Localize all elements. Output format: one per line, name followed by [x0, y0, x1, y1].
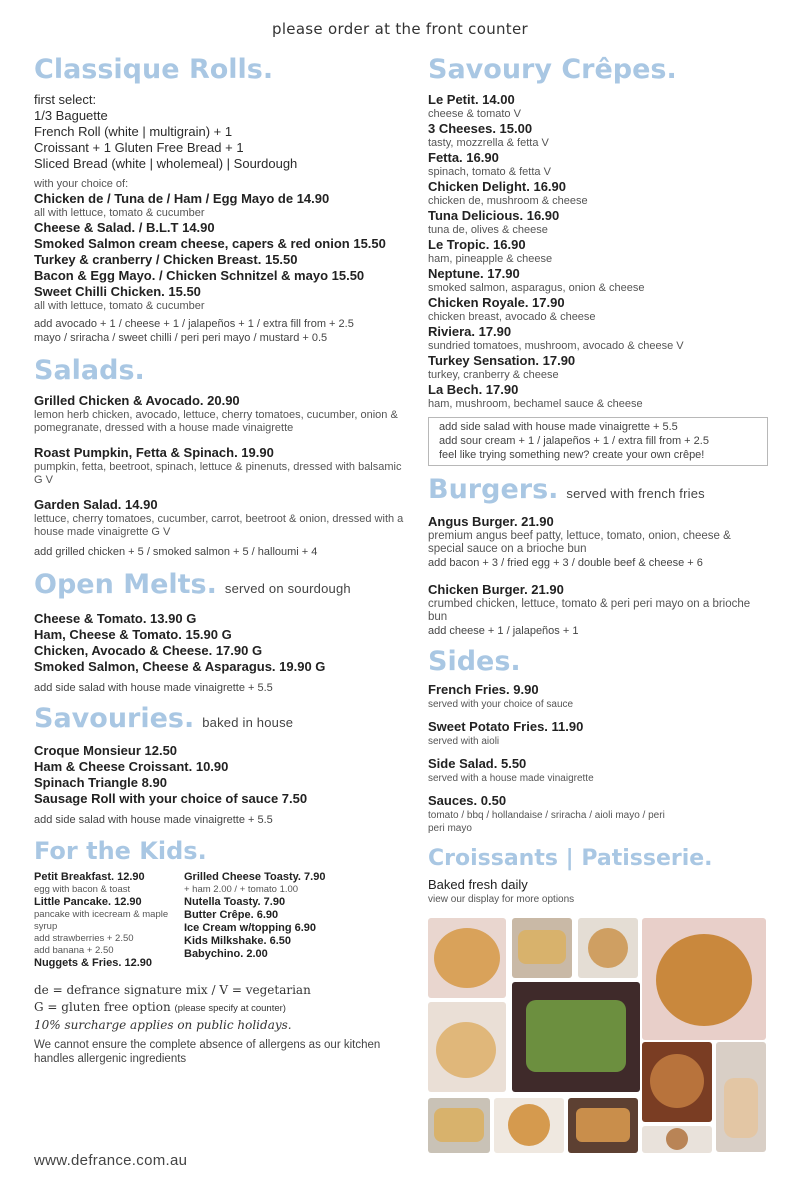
- bread-option: 1/3 Baguette: [34, 108, 108, 123]
- burger-add: add cheese + 1 / jalapeños + 1: [428, 625, 579, 637]
- kids-item-desc: add banana + 2.50: [34, 945, 114, 956]
- burger-item: Angus Burger. 21.90: [428, 514, 554, 529]
- crepe-desc: ham, mushroom, bechamel sauce & cheese: [428, 398, 643, 410]
- roll-filling: Bacon & Egg Mayo. / Chicken Schnitzel & mayo 15.50: [34, 268, 365, 283]
- roll-filling-desc: all with lettuce, tomato & cucumber: [34, 300, 205, 312]
- burgers-title-text: Burgers.: [428, 474, 559, 505]
- melts-add: add side salad with house made vinaigrette + 5.5: [34, 682, 273, 694]
- legend-gf-note: (please specify at counter): [174, 1003, 286, 1014]
- roll-filling: Smoked Salmon cream cheese, capers & red onion 15.50: [34, 236, 386, 251]
- roll-filling: Sweet Chilli Chicken. 15.50: [34, 284, 201, 299]
- patisserie-title: Croissants | Patisserie.: [428, 846, 713, 871]
- coffee-photo: [642, 1126, 712, 1153]
- crepes-extra-line: feel like trying something new? create your own crêpe!: [439, 449, 705, 461]
- salad-desc: pumpkin, fetta, beetroot, spinach, lettuce & pinenuts, dressed with balsamic G V: [34, 461, 402, 486]
- banana-crepe-photo: [642, 918, 766, 1040]
- melts-title-text: Open Melts.: [34, 569, 217, 600]
- kids-item: Nutella Toasty. 7.90: [184, 896, 286, 908]
- burger-desc: crumbed chicken, lettuce, tomato & peri peri mayo on a brioche bun: [428, 598, 751, 623]
- right-column: [428, 54, 768, 906]
- crepe-desc: chicken breast, avocado & cheese: [428, 311, 596, 323]
- bread-option: Croissant + 1 Gluten Free Bread + 1: [34, 140, 244, 155]
- kids-column-2: [184, 871, 384, 970]
- legend-surcharge: 10% surcharge applies on public holidays.: [34, 1018, 292, 1032]
- salad-item: Grilled Chicken & Avocado. 20.90: [34, 393, 240, 408]
- salads-add: add grilled chicken + 5 / smoked salmon + 5 / halloumi + 4: [34, 546, 318, 558]
- burger-item: Chicken Burger. 21.90: [428, 582, 564, 597]
- rolls-title: Classique Rolls.: [34, 54, 274, 85]
- legend-line-2: [34, 999, 404, 1017]
- side-item: Side Salad. 5.50: [428, 756, 527, 771]
- bread-option: Sliced Bread (white | wholemeal) | Sourdough: [34, 156, 298, 171]
- roll-filling: Chicken de / Tuna de / Ham / Egg Mayo de 14.90: [34, 191, 330, 206]
- rolls-add-1: add avocado + 1 / cheese + 1 / jalapeños + 1 / extra fill from + 2.5: [34, 318, 354, 330]
- crepes-extra-line: add side salad with house made vinaigrette + 5.5: [439, 421, 678, 433]
- kids-item-desc: + ham 2.00 / + tomato 1.00: [184, 884, 299, 895]
- melts-title: [34, 569, 404, 605]
- savoury-item: Croque Monsieur 12.50: [34, 743, 178, 758]
- side-desc: served with aioli: [428, 736, 500, 747]
- savoury-item: Sausage Roll with your choice of sauce 7.50: [34, 791, 308, 806]
- melt-item: Cheese & Tomato. 13.90 G: [34, 611, 197, 626]
- bread-option: French Roll (white | multigrain) + 1: [34, 124, 233, 139]
- salad-desc: lemon herb chicken, avocado, lettuce, cherry tomatoes, cucumber, onion & pomegranate, dressed with a house made vinaigrette: [34, 409, 398, 434]
- melt-item: Ham, Cheese & Tomato. 15.90 G: [34, 627, 232, 642]
- savouries-title: [34, 703, 404, 739]
- crepe-desc: tuna de, olives & cheese: [428, 224, 548, 236]
- kids-item-desc: egg with bacon & toast: [34, 884, 131, 895]
- kids-item: Nuggets & Fries. 12.90: [34, 957, 152, 969]
- croissant-photo: [578, 918, 638, 978]
- kids-item-desc: add strawberries + 2.50: [34, 933, 134, 944]
- crepe-photo: [428, 918, 506, 998]
- crepe-desc: sundried tomatoes, mushroom, avocado & cheese V: [428, 340, 684, 352]
- kids-item: Ice Cream w/topping 6.90: [184, 922, 317, 934]
- crepe-item: Le Petit. 14.00: [428, 92, 515, 107]
- crepe-item: Turkey Sensation. 17.90: [428, 353, 576, 368]
- crepe-item: Riviera. 17.90: [428, 324, 512, 339]
- kids-item-desc: pancake with icecream & maple syrup: [34, 909, 169, 932]
- pancake-photo: [428, 1002, 506, 1092]
- side-item: Sweet Potato Fries. 11.90: [428, 719, 584, 734]
- side-item: French Fries. 9.90: [428, 682, 539, 697]
- roll-filling-desc: all with lettuce, tomato & cucumber: [34, 207, 205, 219]
- burgers-title: [428, 474, 768, 510]
- side-desc: tomato / bbq / hollandaise / sriracha / aioli mayo / peri peri mayo: [428, 810, 665, 834]
- crepe-item: Le Tropic. 16.90: [428, 237, 526, 252]
- melts-subtitle: served on sourdough: [224, 581, 351, 596]
- melt-item: Smoked Salmon, Cheese & Asparagus. 19.90 G: [34, 659, 326, 674]
- bowl-photo: [494, 1098, 564, 1153]
- patisserie-name: Baked fresh daily: [428, 877, 528, 892]
- salad-item: Roast Pumpkin, Fetta & Spinach. 19.90: [34, 445, 274, 460]
- crepe-item: Fetta. 16.90: [428, 150, 499, 165]
- kids-item: Little Pancake. 12.90: [34, 896, 142, 908]
- sides-title: Sides.: [428, 646, 521, 677]
- kids-item: Petit Breakfast. 12.90: [34, 871, 145, 883]
- savouries-add: add side salad with house made vinaigrette + 5.5: [34, 814, 273, 826]
- crepe-desc: turkey, cranberry & cheese: [428, 369, 559, 381]
- crepe-desc: cheese & tomato V: [428, 108, 521, 120]
- crepe-desc: ham, pineapple & cheese: [428, 253, 553, 265]
- kids-menu: [34, 871, 404, 970]
- savouries-title-text: Savouries.: [34, 703, 195, 734]
- kids-column-1: [34, 871, 174, 970]
- kids-item: Butter Crêpe. 6.90: [184, 909, 279, 921]
- crepe-item: Neptune. 17.90: [428, 266, 520, 281]
- burgers-subtitle: served with french fries: [566, 486, 705, 501]
- baguette-photo: [428, 1098, 490, 1153]
- side-item: Sauces. 0.50: [428, 793, 507, 808]
- crepe-item: Chicken Royale. 17.90: [428, 295, 565, 310]
- left-column: [34, 54, 404, 1066]
- crepe-item: 3 Cheeses. 15.00: [428, 121, 533, 136]
- allergen-note: We cannot ensure the complete absence of allergens as our kitchen handles allergenic ingredients: [34, 1039, 381, 1065]
- crepes-title: Savoury Crêpes.: [428, 54, 677, 85]
- roll-filling: Cheese & Salad. / B.L.T 14.90: [34, 220, 215, 235]
- crepes-extra-line: add sour cream + 1 / jalapeños + 1 / extra fill from + 2.5: [439, 435, 709, 447]
- breakfast-photo: [642, 1042, 712, 1122]
- crepe-desc: smoked salmon, asparagus, onion & cheese: [428, 282, 645, 294]
- side-desc: served with your choice of sauce: [428, 699, 574, 710]
- kids-item: Kids Milkshake. 6.50: [184, 935, 291, 947]
- milkshake-photo: [716, 1042, 766, 1152]
- crepe-desc: tasty, mozzrella & fetta V: [428, 137, 549, 149]
- savoury-item: Spinach Triangle 8.90: [34, 775, 167, 790]
- savoury-item: Ham & Cheese Croissant. 10.90: [34, 759, 229, 774]
- legend-gf: G = gluten free option: [34, 1000, 171, 1014]
- melt-item: Chicken, Avocado & Cheese. 17.90 G: [34, 643, 263, 658]
- order-note: please order at the front counter: [272, 20, 528, 38]
- crepe-item: Tuna Delicious. 16.90: [428, 208, 560, 223]
- website-link[interactable]: www.defrance.com.au: [34, 1152, 188, 1169]
- rolls-add-2: mayo / sriracha / sweet chilli / peri peri mayo / mustard + 0.5: [34, 332, 328, 344]
- sandwich-photo: [512, 918, 572, 978]
- kids-title: For the Kids.: [34, 837, 207, 865]
- burger-desc: premium angus beef patty, lettuce, tomato, onion, cheese & special sauce on a brioche bun: [428, 530, 731, 555]
- crepe-desc: spinach, tomato & fetta V: [428, 166, 551, 178]
- crepe-item: Chicken Delight. 16.90: [428, 179, 566, 194]
- rolls-choice-label: with your choice of:: [34, 178, 129, 190]
- salads-title: Salads.: [34, 355, 145, 386]
- crepes-extras-box: [428, 417, 768, 466]
- roll-filling: Turkey & cranberry / Chicken Breast. 15.50: [34, 252, 298, 267]
- crepe-item: La Bech. 17.90: [428, 382, 519, 397]
- avocado-toast-photo: [512, 982, 640, 1092]
- salad-desc: lettuce, cherry tomatoes, cucumber, carrot, beetroot & onion, dressed with a house made vinaigrette G V: [34, 513, 404, 538]
- rolls-first-select: first select:: [34, 92, 97, 107]
- patisserie-desc: view our display for more options: [428, 894, 575, 905]
- food-photo-collage: [428, 918, 768, 1153]
- side-desc: served with a house made vinaigrette: [428, 773, 594, 784]
- crepe-desc: chicken de, mushroom & cheese: [428, 195, 588, 207]
- toastie-photo: [568, 1098, 638, 1153]
- salad-item: Garden Salad. 14.90: [34, 497, 158, 512]
- kids-item: Grilled Cheese Toasty. 7.90: [184, 871, 326, 883]
- savouries-subtitle: baked in house: [202, 715, 294, 730]
- kids-item: Babychino. 2.00: [184, 948, 268, 960]
- burger-add: add bacon + 3 / fried egg + 3 / double beef & cheese + 6: [428, 557, 703, 569]
- legend-line-1: de = defrance signature mix / V = vegetarian: [34, 983, 311, 997]
